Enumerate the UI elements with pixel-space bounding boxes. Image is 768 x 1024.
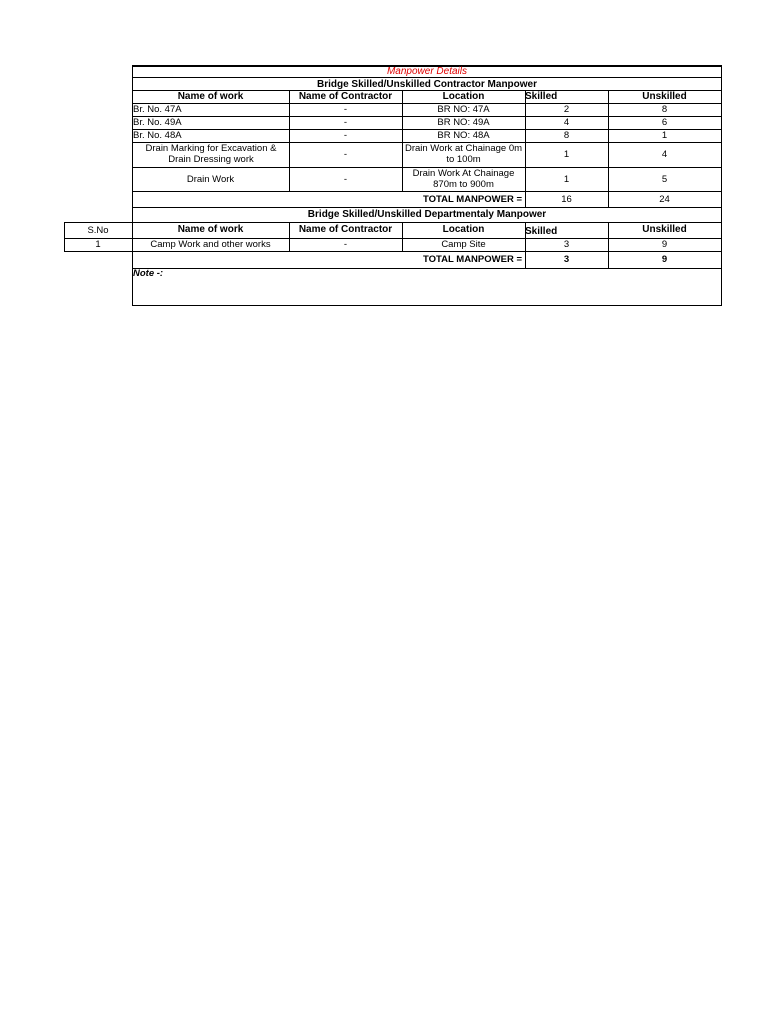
col-header-location: Location	[442, 91, 485, 102]
table-row-location: Drain Work At Chainage 870m to 900m	[412, 168, 515, 190]
contractor-total-label: TOTAL MANPOWER =	[423, 194, 522, 205]
col-header-skilled: Skilled	[525, 91, 558, 102]
table-row-skilled: 3	[563, 239, 570, 250]
table-row-contractor: -	[343, 130, 348, 141]
contractor-total-skilled: 16	[561, 194, 572, 205]
departmental-total-unskilled: 9	[661, 254, 668, 265]
col-header-skilled: Skilled	[525, 226, 558, 237]
table-row-work: Br. No. 49A	[133, 117, 182, 128]
grid-line	[132, 268, 722, 269]
col-header-unskilled: Unskilled	[642, 91, 687, 102]
table-row-location: Camp Site	[441, 239, 486, 250]
table-row-location: BR NO: 48A	[437, 130, 490, 141]
note-label: Note -:	[133, 268, 164, 279]
grid-line	[132, 191, 722, 192]
table-row-unskilled: 8	[661, 104, 668, 115]
table-row-work: Camp Work and other works	[150, 239, 271, 250]
table-border-right	[721, 65, 722, 306]
table-row-contractor: -	[343, 117, 348, 128]
page-title: Manpower Details	[386, 66, 468, 77]
col-header-name-of-contractor: Name of Contractor	[298, 91, 393, 102]
departmental-section-heading: Bridge Skilled/Unskilled Departmentaly Manpower	[307, 209, 547, 220]
contractor-total-unskilled: 24	[659, 194, 670, 205]
col-header-location: Location	[442, 224, 485, 235]
table-row-skilled: 1	[563, 149, 570, 160]
table-row-contractor: -	[343, 104, 348, 115]
table-row-work: Drain Work	[186, 174, 235, 185]
grid-line	[132, 77, 722, 78]
col-header-name-of-contractor: Name of Contractor	[298, 224, 393, 235]
table-row-work: Br. No. 47A	[133, 104, 182, 115]
col-header-unskilled: Unskilled	[642, 224, 687, 235]
table-row-unskilled: 6	[661, 117, 668, 128]
contractor-section-heading: Bridge Skilled/Unskilled Contractor Manpower	[316, 79, 538, 90]
table-row-location: Drain Work at Chainage 0m to 100m	[404, 143, 523, 165]
table-row-skilled: 4	[563, 117, 570, 128]
col-header-name-of-work: Name of work	[177, 224, 244, 235]
table-row-unskilled: 4	[661, 149, 668, 160]
table-row-unskilled: 1	[661, 130, 668, 141]
table-row-contractor: -	[343, 149, 348, 160]
table-row-skilled: 1	[563, 174, 570, 185]
table-row-skilled: 8	[563, 130, 570, 141]
table-row-work: Br. No. 48A	[133, 130, 182, 141]
col-header-sno: S.No	[87, 225, 109, 236]
table-row-unskilled: 9	[661, 239, 668, 250]
table-row-skilled: 2	[563, 104, 570, 115]
table-row-unskilled: 5	[661, 174, 668, 185]
departmental-total-skilled: 3	[563, 254, 570, 265]
grid-line	[64, 251, 722, 252]
grid-line	[132, 207, 722, 208]
table-row-sno: 1	[95, 239, 101, 250]
table-row-location: BR NO: 47A	[437, 104, 490, 115]
col-header-name-of-work: Name of work	[177, 91, 244, 102]
table-row-location: BR NO: 49A	[437, 117, 490, 128]
table-row-contractor: -	[343, 174, 348, 185]
grid-line	[64, 222, 722, 223]
table-row-contractor: -	[343, 239, 348, 250]
departmental-total-label: TOTAL MANPOWER =	[423, 254, 522, 265]
table-row-work: Drain Marking for Excavation & Drain Dressing work	[145, 143, 277, 165]
table-border-bottom	[132, 305, 722, 306]
